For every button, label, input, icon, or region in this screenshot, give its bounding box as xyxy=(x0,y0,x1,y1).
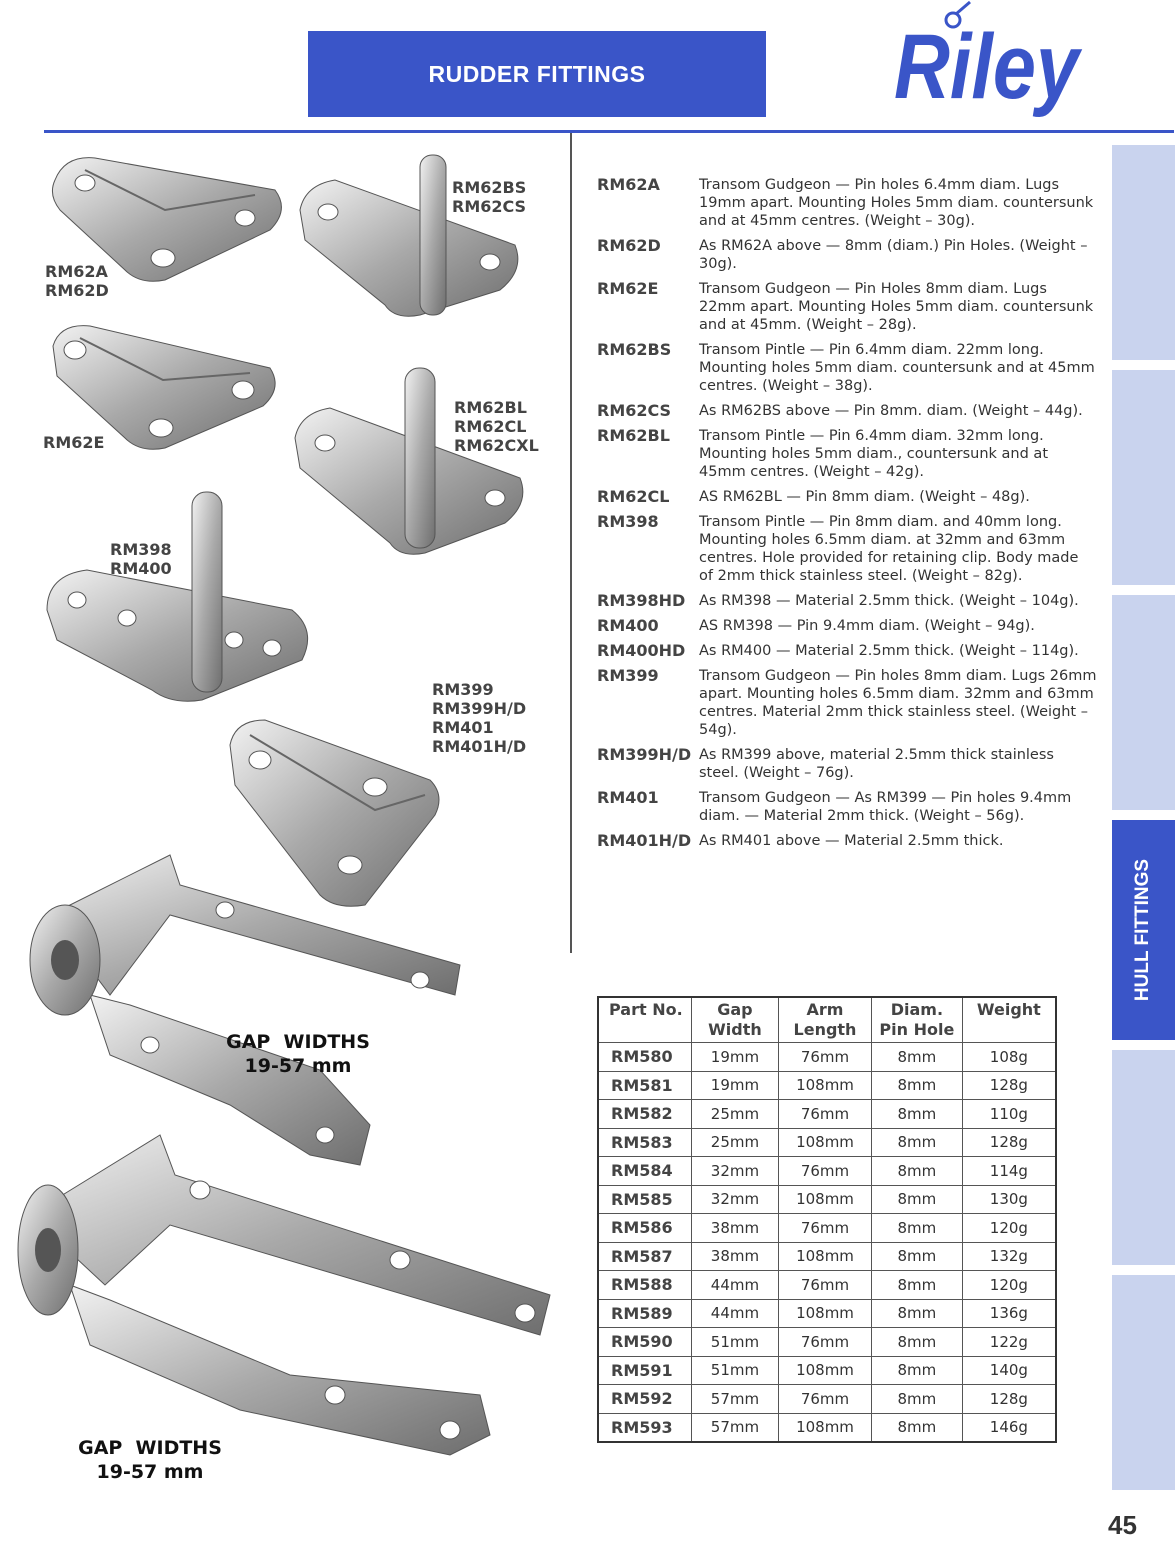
table-cell: 108mm xyxy=(778,1185,871,1214)
section-title-banner xyxy=(308,31,766,117)
description-code: RM398 xyxy=(597,512,659,531)
description-text: Transom Gudgeon — Pin Holes 8mm diam. Lugs 22mm apart. Mounting Holes 5mm diam. countersunk and at 45mm. (Weight – 28g). xyxy=(699,281,1094,333)
table-row xyxy=(598,1043,1056,1072)
description-code: RM62E xyxy=(597,279,659,298)
gudgeon-strap-image-lower xyxy=(10,1135,555,1465)
table-cell: RM589 xyxy=(598,1299,691,1328)
description-text: Transom Pintle — Pin 6.4mm diam. 32mm long. Mounting holes 5mm diam., countersunk and at 45mm centres. (Weight – 42g). xyxy=(699,428,1048,480)
table-cell: RM587 xyxy=(598,1242,691,1271)
description-text: As RM400 — Material 2.5mm thick. (Weight – 114g). xyxy=(699,643,1079,659)
table-cell: 76mm xyxy=(778,1214,871,1243)
table-cell: 76mm xyxy=(778,1385,871,1414)
rm399-label: RM399 RM399H/D RM401 RM401H/D xyxy=(432,680,527,756)
gap-widths-text-lower: GAP WIDTHS 19-57 mm xyxy=(78,1437,222,1483)
table-cell: 51mm xyxy=(691,1328,778,1357)
table-cell: 132g xyxy=(962,1242,1056,1271)
table-cell: 108mm xyxy=(778,1299,871,1328)
gap-widths-label-upper xyxy=(218,1030,378,1078)
table-cell: 25mm xyxy=(691,1100,778,1129)
table-cell: 57mm xyxy=(691,1413,778,1442)
table-cell: 76mm xyxy=(778,1100,871,1129)
table-cell: 128g xyxy=(962,1385,1056,1414)
table-row xyxy=(598,1100,1056,1129)
description-text: As RM401 above — Material 2.5mm thick. xyxy=(699,833,1004,849)
description-code: RM62BS xyxy=(597,340,672,359)
table-cell: 8mm xyxy=(872,1242,963,1271)
table-cell: RM592 xyxy=(598,1385,691,1414)
table-cell: RM585 xyxy=(598,1185,691,1214)
table-row xyxy=(598,1299,1056,1328)
table-cell: RM582 xyxy=(598,1100,691,1129)
table-cell: RM590 xyxy=(598,1328,691,1357)
description-row xyxy=(597,341,1097,395)
description-row xyxy=(597,176,1097,230)
description-row xyxy=(597,832,1097,850)
column-divider xyxy=(570,133,572,953)
table-cell: 108g xyxy=(962,1043,1056,1072)
description-code: RM62BL xyxy=(597,426,670,445)
description-code: RM399H/D xyxy=(597,745,692,764)
rm62a-label: RM62A RM62D xyxy=(45,262,109,300)
side-tab-label: HULL FITTINGS xyxy=(1132,858,1154,1002)
table-cell: RM593 xyxy=(598,1413,691,1442)
side-tab-3 xyxy=(1112,595,1175,810)
table-cell: 57mm xyxy=(691,1385,778,1414)
table-cell: 8mm xyxy=(872,1385,963,1414)
table-cell: 51mm xyxy=(691,1356,778,1385)
table-cell: RM586 xyxy=(598,1214,691,1243)
description-row xyxy=(597,488,1097,506)
description-code: RM401 xyxy=(597,788,659,807)
side-tab-2 xyxy=(1112,370,1175,585)
table-cell: 108mm xyxy=(778,1071,871,1100)
table-cell: 120g xyxy=(962,1214,1056,1243)
description-text: Transom Gudgeon — Pin holes 6.4mm diam. Lugs 19mm apart. Mounting Holes 5mm diam. countersunk and at 45mm centres. (Weight – 30g). xyxy=(699,177,1094,229)
table-cell: RM584 xyxy=(598,1157,691,1186)
table-cell: 8mm xyxy=(872,1185,963,1214)
description-text: Transom Pintle — Pin 8mm diam. and 40mm long. Mounting holes 6.5mm diam. at 32mm and 63mm centres. Hole provided for retaining clip. Body made of 2mm thick stainless steel. (Weight – 82g). xyxy=(699,514,1079,584)
table-row xyxy=(598,1071,1056,1100)
description-text: AS RM62BL — Pin 8mm diam. (Weight – 48g). xyxy=(699,489,1030,505)
table-cell: 44mm xyxy=(691,1271,778,1300)
table-cell: 110g xyxy=(962,1100,1056,1129)
table-row xyxy=(598,1242,1056,1271)
table-cell: 76mm xyxy=(778,1157,871,1186)
description-code: RM401H/D xyxy=(597,831,692,850)
table-cell: RM583 xyxy=(598,1128,691,1157)
description-text: Transom Gudgeon — As RM399 — Pin holes 9.4mm diam. — Material 2mm thick. (Weight – 56g). xyxy=(699,790,1072,824)
table-row xyxy=(598,1328,1056,1357)
table-cell: 8mm xyxy=(872,1071,963,1100)
table-cell: 8mm xyxy=(872,1043,963,1072)
side-tab-1 xyxy=(1112,145,1175,360)
table-cell: 8mm xyxy=(872,1413,963,1442)
table-cell: 108mm xyxy=(778,1356,871,1385)
riley-logo xyxy=(888,0,1088,118)
col-gap-width: Gap Width xyxy=(691,997,778,1043)
description-row xyxy=(597,617,1097,635)
table-cell: 8mm xyxy=(872,1128,963,1157)
table-cell: 19mm xyxy=(691,1071,778,1100)
table-row xyxy=(598,1128,1056,1157)
table-cell: 140g xyxy=(962,1356,1056,1385)
rm62bl-label: RM62BL RM62CL RM62CXL xyxy=(454,398,539,455)
description-text: As RM399 above, material 2.5mm thick stainless steel. (Weight – 76g). xyxy=(699,747,1054,781)
description-code: RM62D xyxy=(597,236,661,255)
description-row xyxy=(597,427,1097,481)
rm398-label: RM398 RM400 xyxy=(110,540,172,578)
description-code: RM62A xyxy=(597,175,660,194)
gudgeon-strap-image-upper xyxy=(20,855,470,1175)
table-cell: 128g xyxy=(962,1128,1056,1157)
description-row xyxy=(597,789,1097,825)
table-row xyxy=(598,1356,1056,1385)
table-cell: 19mm xyxy=(691,1043,778,1072)
table-cell: 32mm xyxy=(691,1185,778,1214)
col-arm-length: Arm Length xyxy=(778,997,871,1043)
description-code: RM62CL xyxy=(597,487,670,506)
table-cell: 76mm xyxy=(778,1271,871,1300)
description-text: Transom Pintle — Pin 6.4mm diam. 22mm long. Mounting holes 5mm diam. countersunk and at 45mm centres. (Weight – 38g). xyxy=(699,342,1095,394)
rm62bs-label: RM62BS RM62CS xyxy=(452,178,527,216)
table-cell: 25mm xyxy=(691,1128,778,1157)
table-row xyxy=(598,1157,1056,1186)
table-cell: 128g xyxy=(962,1071,1056,1100)
table-cell: 76mm xyxy=(778,1043,871,1072)
description-row xyxy=(597,513,1097,585)
description-text: AS RM398 — Pin 9.4mm diam. (Weight – 94g). xyxy=(699,618,1035,634)
table-cell: 136g xyxy=(962,1299,1056,1328)
header-rule xyxy=(44,130,1174,133)
side-tab-5 xyxy=(1112,1050,1175,1265)
description-row xyxy=(597,402,1097,420)
table-cell: 108mm xyxy=(778,1128,871,1157)
table-cell: 76mm xyxy=(778,1328,871,1357)
table-cell: 8mm xyxy=(872,1271,963,1300)
svg-text:Riley: Riley xyxy=(894,16,1083,118)
gap-widths-text-upper: GAP WIDTHS 19-57 mm xyxy=(226,1031,370,1077)
description-text: As RM62A above — 8mm (diam.) Pin Holes. (Weight – 30g). xyxy=(699,238,1088,272)
col-part-no: Part No. xyxy=(609,1000,683,1019)
table-cell: RM591 xyxy=(598,1356,691,1385)
table-cell: 108mm xyxy=(778,1413,871,1442)
table-cell: 146g xyxy=(962,1413,1056,1442)
table-cell: 8mm xyxy=(872,1299,963,1328)
table-row xyxy=(598,1413,1056,1442)
description-row xyxy=(597,280,1097,334)
description-text: Transom Gudgeon — Pin holes 8mm diam. Lugs 26mm apart. Mounting holes 6.5mm diam. 32mm and 63mm centres. Material 2mm thick stainless steel. (Weight – 54g). xyxy=(699,668,1097,738)
table-cell: 122g xyxy=(962,1328,1056,1357)
description-text: As RM62BS above — Pin 8mm. diam. (Weight – 44g). xyxy=(699,403,1083,419)
description-row xyxy=(597,667,1097,739)
description-row xyxy=(597,592,1097,610)
rm62e-label: RM62E xyxy=(43,433,105,452)
description-code: RM398HD xyxy=(597,591,686,610)
table-row xyxy=(598,1214,1056,1243)
description-text: As RM398 — Material 2.5mm thick. (Weight – 104g). xyxy=(699,593,1079,609)
description-code: RM400HD xyxy=(597,641,686,660)
table-cell: RM581 xyxy=(598,1071,691,1100)
rm62bl-pintle-image xyxy=(285,368,535,558)
col-diam-pin-hole: Diam. Pin Hole xyxy=(872,997,963,1043)
description-code: RM400 xyxy=(597,616,659,635)
table-cell: 8mm xyxy=(872,1328,963,1357)
table-cell: 114g xyxy=(962,1157,1056,1186)
col-weight: Weight xyxy=(962,997,1056,1043)
table-cell: RM588 xyxy=(598,1271,691,1300)
description-code: RM62CS xyxy=(597,401,672,420)
rm62bs-pintle-image xyxy=(290,150,530,320)
rm398-pintle-image xyxy=(42,490,322,705)
table-cell: 8mm xyxy=(872,1100,963,1129)
table-row xyxy=(598,1385,1056,1414)
description-row xyxy=(597,642,1097,660)
part-descriptions xyxy=(597,176,1097,857)
description-row xyxy=(597,237,1097,273)
table-cell: 32mm xyxy=(691,1157,778,1186)
side-tab-6 xyxy=(1112,1275,1175,1490)
table-cell: 8mm xyxy=(872,1157,963,1186)
table-header-row xyxy=(598,997,1056,1043)
table-row xyxy=(598,1271,1056,1300)
gap-widths-label-lower xyxy=(70,1436,230,1484)
table-cell: 120g xyxy=(962,1271,1056,1300)
table-cell: 38mm xyxy=(691,1214,778,1243)
table-cell: 108mm xyxy=(778,1242,871,1271)
page-number: 45 xyxy=(1108,1510,1137,1540)
section-title: RUDDER FITTINGS xyxy=(428,60,646,87)
table-cell: 38mm xyxy=(691,1242,778,1271)
gap-width-spec-table xyxy=(597,996,1057,1443)
table-cell: 44mm xyxy=(691,1299,778,1328)
table-cell: 130g xyxy=(962,1185,1056,1214)
description-row xyxy=(597,746,1097,782)
table-cell: 8mm xyxy=(872,1214,963,1243)
table-cell: RM580 xyxy=(598,1043,691,1072)
description-code: RM399 xyxy=(597,666,659,685)
table-cell: 8mm xyxy=(872,1356,963,1385)
side-tab-label-wrap xyxy=(1112,820,1175,1040)
table-row xyxy=(598,1185,1056,1214)
